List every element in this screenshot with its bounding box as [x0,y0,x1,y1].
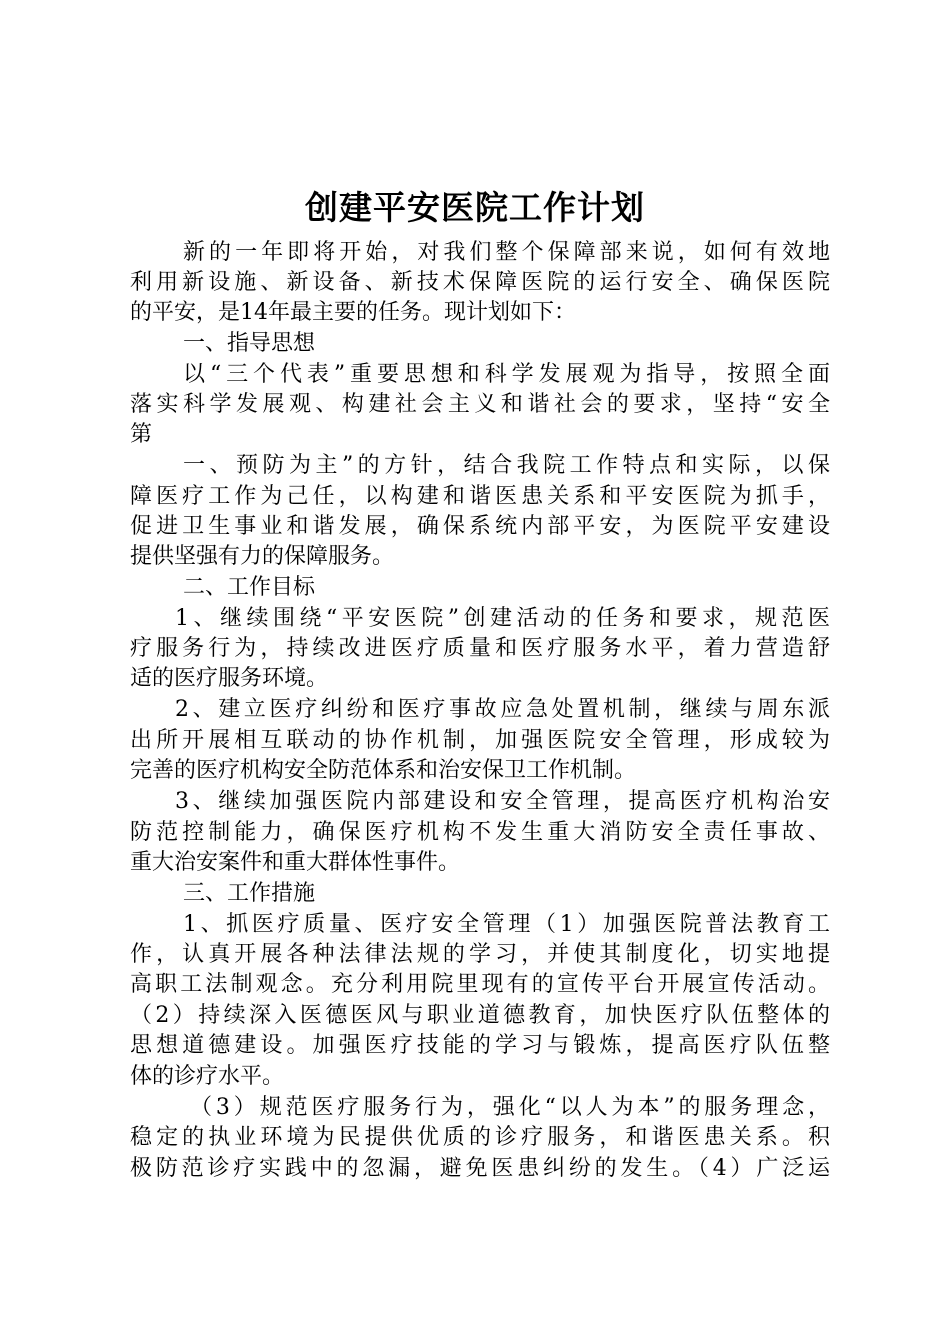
paragraph-line: 出所开展相互联动的协作机制，加强医院安全管理，形成较为 [130,728,830,753]
paragraph-line: 适的医疗服务环境。 [130,666,329,691]
paragraph-line: 疗服务行为，持续改进医疗质量和医疗服务水平，着力营造舒 [130,636,830,661]
paragraph-line: 利用新设施、新设备、新技术保障医院的运行安全、确保医院 [130,270,830,295]
paragraph-line: 完善的医疗机构安全防范体系和治安保卫工作机制。 [130,758,637,783]
paragraph-line: 体的诊疗水平。 [130,1064,285,1089]
paragraph-line: 1、抓医疗质量、医疗安全管理（1）加强医院普法教育工 [183,912,830,937]
paragraph-line: 稳定的执业环境为民提供优质的诊疗服务，和谐医患关系。积 [130,1125,830,1150]
section-heading: 二、工作目标 [183,575,316,600]
paragraph-line: 1、继续围绕“平安医院”创建活动的任务和要求，规范医 [175,606,830,631]
paragraph-line: 思想道德建设。加强医疗技能的学习与锻炼，提高医疗队伍整 [130,1033,830,1058]
paragraph-line: 落实科学发展观、构建社会主义和谐社会的要求，坚持“安全 [130,392,830,417]
paragraph-line: 的平安，是14年最主要的任务。现计划如下： [130,300,576,325]
paragraph-line: 防范控制能力，确保医疗机构不发生重大消防安全责任事故、 [130,820,830,845]
paragraph-line: 3、继续加强医院内部建设和安全管理，提高医疗机构治安 [175,789,830,814]
paragraph-line: 极防范诊疗实践中的忽漏，避免医患纠纷的发生。（4）广泛运 [130,1156,830,1181]
paragraph-line: 提供坚强有力的保障服务。 [130,544,395,569]
paragraph-line: 重大治安案件和重大群体性事件。 [130,850,461,875]
document-title: 创建平安医院工作计划 [305,188,645,227]
paragraph-line: （2）持续深入医德医风与职业道德教育，加快医疗队伍整体的 [130,1003,830,1028]
section-heading: 三、工作措施 [183,881,316,906]
paragraph-line: 第 [130,422,153,447]
paragraph-line: 新的一年即将开始，对我们整个保障部来说，如何有效地 [183,240,830,265]
section-heading: 一、指导思想 [183,331,316,356]
paragraph-line: 作，认真开展各种法律法规的学习，并使其制度化，切实地提 [130,942,830,967]
paragraph-line: 障医疗工作为己任，以构建和谐医患关系和平安医院为抓手， [130,484,830,509]
paragraph-line: （3）规范医疗服务行为，强化“以人为本”的服务理念， [190,1095,830,1120]
paragraph-line: 以“三个代表”重要思想和科学发展观为指导，按照全面 [183,362,830,387]
paragraph-line: 2、建立医疗纠纷和医疗事故应急处置机制，继续与周东派 [175,697,830,722]
paragraph-line: 高职工法制观念。充分利用院里现有的宣传平台开展宣传活动。 [130,972,830,997]
paragraph-line: 促进卫生事业和谐发展，确保系统内部平安，为医院平安建设 [130,514,830,539]
paragraph-line: 一、预防为主”的方针，结合我院工作特点和实际，以保 [183,453,830,478]
